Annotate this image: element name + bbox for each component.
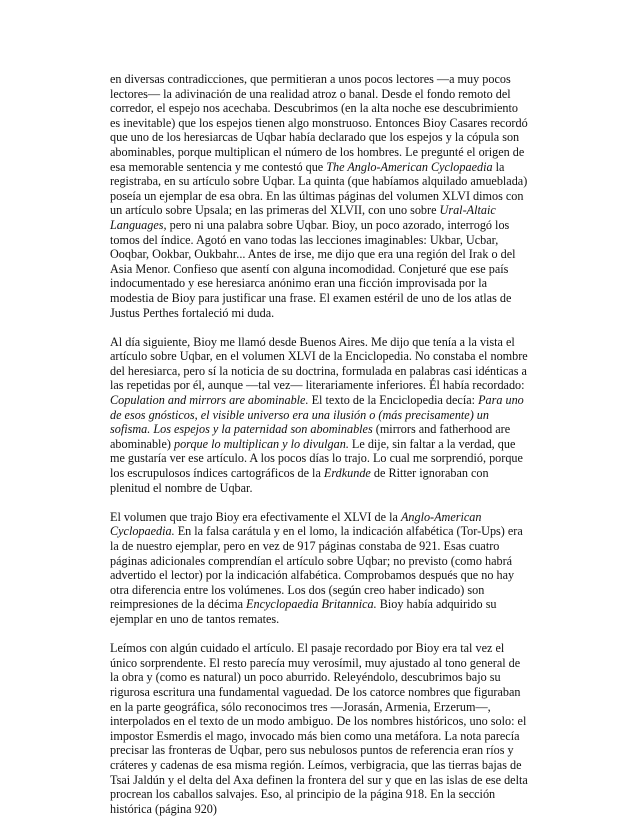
quote-italic: Para uno de esos gnósticos, el visible universo era una ilusión o (más precisamente) un sofisma. Los espejos y la paternidad son abominables bbox=[110, 393, 524, 437]
text-run: El volumen que trajo Bioy era efectivamente el XLVI de la bbox=[110, 509, 401, 524]
book-title: The Anglo-American Cyclopaedia bbox=[326, 159, 493, 174]
text-run: en diversas contradicciones, que permitieran a unos pocos lectores —a muy pocos lectores— la adivinación de una realidad atroz o banal. Desde el fondo remoto del corredor, el espejo nos acechaba. Descubrimos (en la alta noche ese descubrimiento es inevitable) que los espejos tienen algo monstruoso. Entonces Bioy Casares recordó que uno de los heresiarcas de Uqbar había declarado que los espejos y la cópula son abominables, porque multiplican el número de los hombres. Le pregunté el origen de esa memorable sentencia y me contestó que bbox=[110, 72, 528, 174]
quote-italic: Copulation and mirrors are abominable. bbox=[110, 393, 309, 408]
article-title: Ural-Altaic Languages, bbox=[110, 203, 496, 232]
document-page bbox=[110, 72, 530, 816]
paragraph-4 bbox=[110, 641, 530, 816]
text-run: Leímos con algún cuidado el artículo. El pasaje recordado por Bioy era tal vez el único sorprendente. El resto parecía muy verosímil, muy ajustado al tono general de la obra y (como es natural) un poco aburrido. Releyéndolo, descubrimos bajo su rigurosa escritura una fundamental vaguedad. De los catorce nombres que figuraban en la parte geográfica, sólo reconocimos tres —Jorasán, Armenia, Erzerum—, interpolados en el texto de un modo ambiguo. De los nombres históricos, uno solo: el impostor Esmerdis el mago, invocado más bien como una metáfora. La nota parecía precisar las fronteras de Uqbar, pero sus nebulosos puntos de referencia eran ríos y cráteres y cadenas de esa misma región. Leímos, verbigracia, que las tierras bajas de Tsai Jaldún y el delta del Axa definen la frontera del sur y que en las islas de ese delta procrean los caballos salvajes. Eso, al principio de la página 918. En la sección histórica (página 920) bbox=[110, 641, 528, 816]
text-run: En la falsa carátula y en el lomo, la indicación alfabética (Tor-Ups) era la de nuestro ejemplar, pero en vez de 917 páginas constaba de 921. Esas cuatro páginas adicionales comprendían el artículo sobre Uqbar; no previsto (como habrá advertido el lector) por la indicación alfabética. Comprobamos después que no hay otra diferencia entre los volúmenes. Los dos (según creo haber indicado) son reimpresiones de la décima bbox=[110, 524, 523, 612]
text-run: (mirrors and fatherhood are abominable) bbox=[110, 422, 511, 451]
paragraph-3 bbox=[110, 510, 530, 627]
text-run: de Ritter ignoraban con plenitud el nombre de Uqbar. bbox=[110, 466, 489, 495]
book-title: Encyclopaedia Britannica. bbox=[246, 597, 377, 612]
text-run: El texto de la Enciclopedia decía: bbox=[308, 393, 479, 408]
text-run: pero ni una palabra sobre Uqbar. Bioy, un poco azorado, interrogó los tomos del índice. Agotó en vano todas las lecciones imaginables: Ukbar, Ucbar, Ooqbar, Ookbar, Oukbahr... Antes de irse, me dijo que era una región del Irak o del Asia Menor. Confieso que asentí con alguna incomodidad. Conjeturé que ese país indocumentado y ese heresiarca anónimo eran una ficción improvisada por la modestia de Bioy para justificar una frase. El examen estéril de uno de los atlas de Justus Perthes fortaleció mi duda. bbox=[110, 217, 516, 320]
text-run: la registraba, en su artículo sobre Uqbar. La quinta (que habíamos alquilado amueblada) poseía un ejemplar de esa obra. En las últimas páginas del volumen XLVI dimos con un artículo sobre Upsala; en las primeras del XLVII, con uno sobre bbox=[110, 159, 528, 218]
text-run: Al día siguiente, Bioy me llamó desde Buenos Aires. Me dijo que tenía a la vista el artículo sobre Uqbar, en el volumen XLVI de la Enciclopedia. No constaba el nombre del heresiarca, pero sí la noticia de su doctrina, formulada en palabras casi idénticas a las repetidas por él, aunque —tal vez— literariamente inferiores. Él había recordado: bbox=[110, 334, 528, 393]
text-run: Bioy había adquirido su ejemplar en uno de tantos remates. bbox=[110, 597, 497, 626]
book-title: Erdkunde bbox=[323, 466, 371, 481]
book-title: Anglo-American Cyclopaedia. bbox=[110, 509, 482, 539]
paragraph-2 bbox=[110, 335, 530, 496]
paragraph-1 bbox=[110, 72, 530, 320]
quote-italic: porque lo multiplican y lo divulgan. bbox=[173, 436, 349, 451]
text-run: Le dije, sin faltar a la verdad, que me gustaría ver ese artículo. A los pocos días lo trajo. Lo cual me sorprendió, porque los escrupulosos índices cartográficos de la bbox=[110, 436, 523, 481]
